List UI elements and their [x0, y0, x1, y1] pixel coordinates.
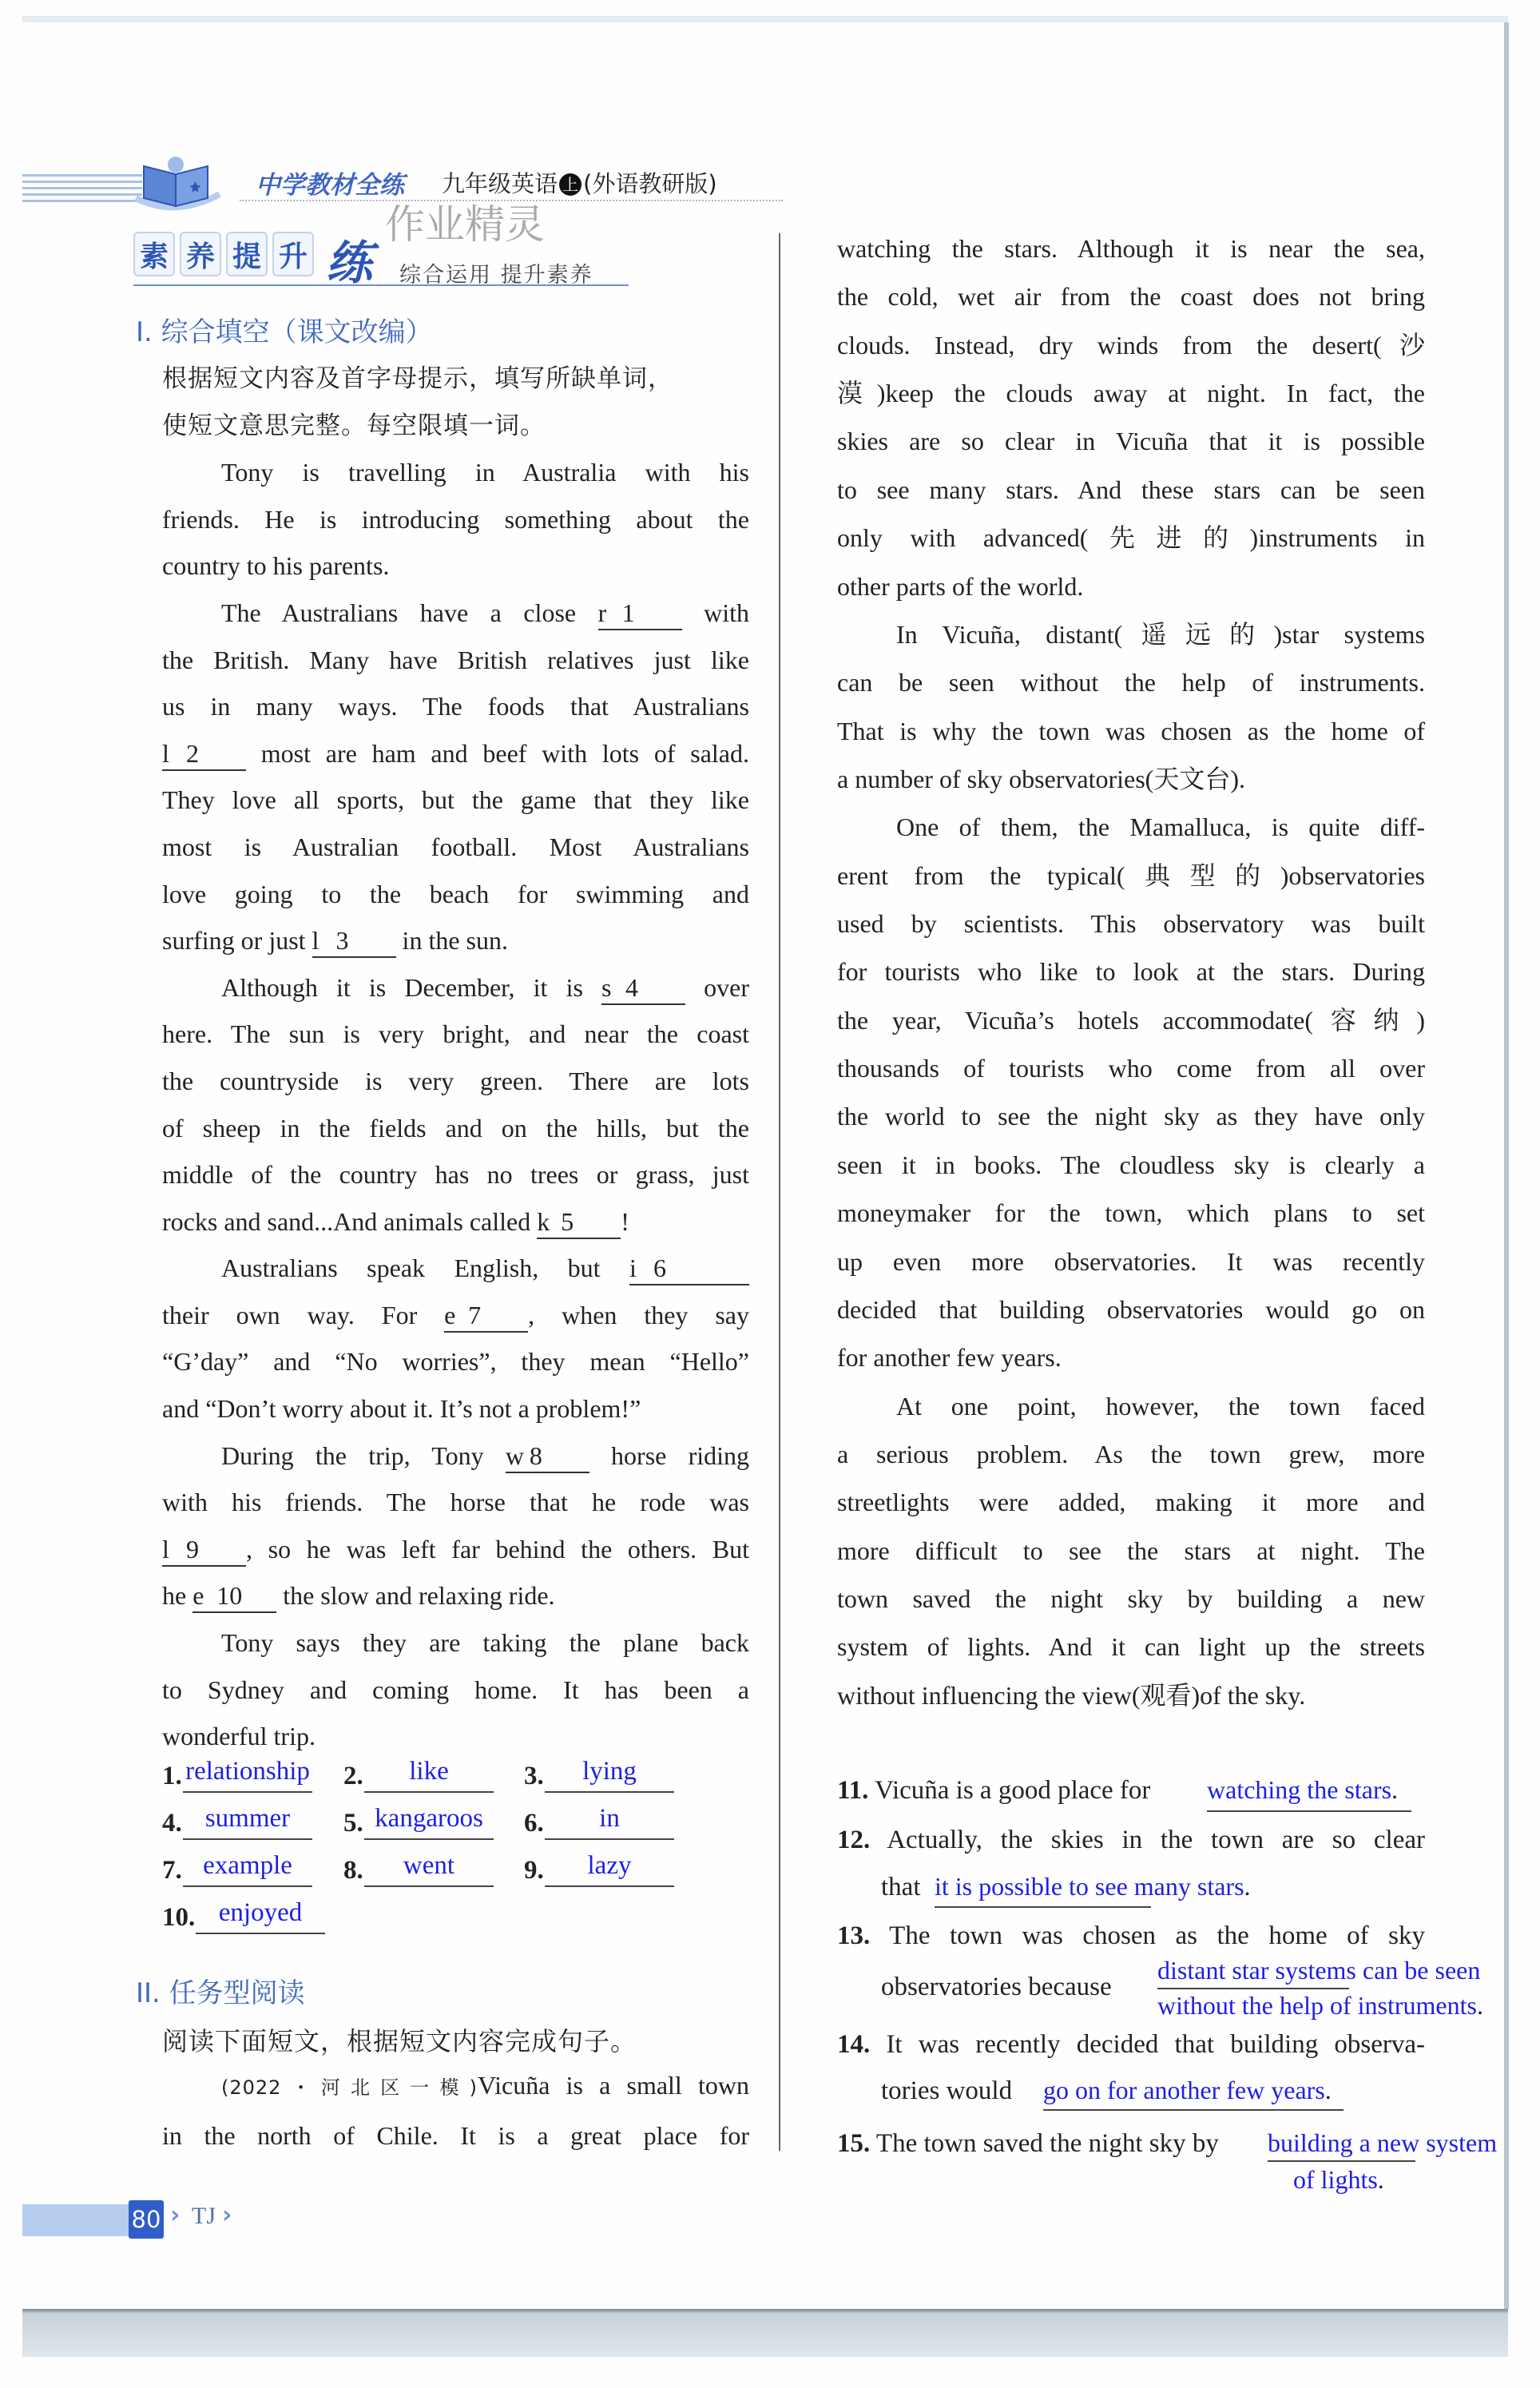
passage-line [162, 1526, 749, 1573]
passage-line [162, 1292, 749, 1339]
answer-text: go on for another few years [1043, 2076, 1325, 2104]
answer-number: 10. [162, 1903, 196, 1932]
answer-text: watching the stars [1207, 1775, 1392, 1804]
blank-initial-letter: l [162, 1534, 169, 1564]
passage-line [837, 369, 1425, 417]
passage-line [837, 1430, 1425, 1478]
text-segment: the world to see the night sky as they have only [837, 1102, 1425, 1131]
fill-in-blank [601, 971, 685, 1005]
passage-line [837, 1382, 1425, 1430]
blank-number: 9 [186, 1534, 199, 1564]
blank-number: 7 [468, 1300, 482, 1329]
passage-line [162, 1385, 749, 1432]
passage-line [162, 542, 749, 590]
text-segment: That is why the town was chosen as the home of [837, 716, 1425, 745]
passage-line [837, 755, 1425, 803]
text-segment: their own way. For [162, 1300, 445, 1329]
text-segment: a number of sky observatories(天文台). [837, 764, 1245, 793]
answer-text: relationship [183, 1757, 312, 1793]
answer-item [343, 1851, 455, 1885]
source-label: (2022・河北区一模) [221, 2076, 478, 2099]
blank-initial-letter: l [162, 738, 169, 768]
text-segment: During the trip, Tony [221, 1440, 506, 1470]
blank-number: 3 [335, 926, 349, 956]
text-segment: erent from the typical(典型的)observatories [837, 860, 1425, 890]
passage-line [162, 449, 749, 496]
text-segment: country to his parents. [162, 551, 390, 581]
text-segment: with [681, 598, 750, 627]
fill-in-blank [162, 737, 246, 771]
answer-number: 3. [524, 1762, 544, 1790]
question-number: 13. [837, 1921, 871, 1950]
text-segment: seen it in books. The cloudless sky is clearly a [837, 1150, 1425, 1179]
page-bottom-edge [22, 2309, 1508, 2357]
instruction-line: 使短文意思完整。每空限填一词。 [162, 411, 546, 440]
answer-item [343, 1757, 449, 1791]
answer-item [162, 1804, 291, 1838]
passage-line [162, 1667, 749, 1714]
chevron-right-icon: › [170, 2201, 181, 2229]
passage-line [162, 496, 749, 543]
text-segment: system of lights. And it can light up the streets [837, 1632, 1425, 1662]
chevron-right-icon: › [222, 2201, 232, 2229]
text-segment: with his friends. The horse that he rode was [162, 1488, 749, 1517]
passage-line [837, 1527, 1425, 1575]
page-number-strip [22, 2204, 130, 2236]
answer-text: lying [545, 1757, 674, 1793]
passage-line [837, 803, 1425, 851]
volume-badge: 上 [559, 173, 581, 196]
text-segment: can be seen without the help of instruments. [837, 668, 1425, 697]
instruction-line: 根据短文内容及首字母提示，填写所缺单词， [162, 364, 673, 393]
passage-line [837, 272, 1425, 320]
answer-number: 8. [343, 1856, 363, 1885]
passage-line [837, 514, 1425, 562]
part2-instruction: 阅读下面短文，根据短文内容完成句子。 [162, 2026, 637, 2056]
answer-blank [1157, 1988, 1349, 1989]
text-segment: most is Australian football. Most Australians [162, 832, 749, 861]
blank-initial-letter: s [601, 972, 612, 1002]
question-number: 15. [837, 2129, 871, 2158]
fill-in-blank [506, 1440, 589, 1473]
passage-line [162, 1151, 749, 1198]
blank-initial-letter: r [597, 598, 607, 627]
section-banner [133, 232, 314, 276]
text-segment: watching the stars. Although it is near the sea, [837, 234, 1425, 263]
text-segment: up even more observatories. It was recently [837, 1246, 1425, 1276]
page-number: 80 [129, 2200, 164, 2239]
text-segment: One of them, the Mamalluca, is quite diff- [896, 813, 1425, 842]
part2-heading: II. 任务型阅读 [136, 1977, 305, 2009]
text-segment: and “Don’t worry about it. It’s not a problem!” [162, 1394, 641, 1424]
answer-11 [1207, 1775, 1398, 1804]
text-segment: “G’day” and “No worries”, they mean “Hello” [162, 1347, 749, 1377]
question-11 [837, 1775, 1150, 1806]
text-segment: moneymaker for the town, which plans to set [837, 1198, 1425, 1228]
answer-item [524, 1804, 620, 1838]
question-text: It was recently decided that building observa- [886, 2030, 1425, 2059]
question-text: Vicuña is a good place for [875, 1776, 1151, 1805]
text-segment: horse riding [589, 1440, 750, 1470]
period: . [1391, 1775, 1399, 1804]
answer-number: 4. [162, 1809, 182, 1838]
blank-initial-letter: i [629, 1254, 637, 1283]
text-segment: only with advanced(先进的)instruments in [837, 523, 1425, 553]
blank-number: 5 [561, 1206, 574, 1236]
blank-initial-letter: e [444, 1300, 456, 1329]
passage-line [837, 1092, 1425, 1140]
answer-item [524, 1757, 637, 1791]
text-segment: ! [621, 1206, 629, 1236]
passage-line [162, 824, 749, 871]
passage-line: in the north of Chile. It is a great place for [162, 2121, 749, 2150]
answer-item [343, 1804, 483, 1838]
open-book-logo-icon [128, 150, 228, 214]
question-14 [837, 2029, 1425, 2060]
passage-line [162, 1619, 749, 1667]
blank-initial-letter: e [192, 1581, 204, 1611]
fill-in-blank [444, 1299, 528, 1333]
text-segment: streetlights were added, making it more and [837, 1488, 1425, 1517]
text-segment: wonderful trip. [162, 1722, 316, 1751]
text-segment: for another few years. [837, 1343, 1062, 1373]
text-segment: to Sydney and coming home. It has been a [162, 1675, 749, 1704]
answer-text: enjoyed [196, 1898, 325, 1934]
passage-line [837, 1333, 1425, 1381]
fill-in-blank [537, 1206, 621, 1239]
part1-heading: I. 综合填空（课文改编） [136, 316, 433, 348]
text-segment: most are ham and beef with lots of salad. [246, 738, 749, 768]
text-segment: friends. He is introducing something about the [162, 504, 749, 534]
passage-line [162, 1011, 749, 1058]
question-text: Actually, the skies in the town are so clear [887, 1826, 1425, 1854]
answer-text: summer [183, 1804, 312, 1840]
part1-passage [162, 356, 749, 1760]
text-segment: surfing or just [162, 926, 312, 956]
blank-number: 2 [186, 738, 199, 768]
passage-line [162, 1198, 749, 1246]
passage-line [162, 637, 749, 684]
passage-line [837, 1478, 1425, 1526]
blank-number: 6 [653, 1254, 666, 1283]
passage-line [162, 1479, 749, 1526]
blank-initial-letter: k [537, 1206, 550, 1236]
passage-line [162, 1338, 749, 1385]
fill-in-blank [162, 1533, 246, 1567]
answer-item [162, 1757, 310, 1791]
answer-item [162, 1898, 303, 1933]
passage-line [162, 683, 749, 730]
edition-label: (外语教研版) [583, 170, 717, 197]
answer-number: 6. [524, 1809, 544, 1838]
passage-line [162, 1245, 749, 1292]
book-title [442, 166, 717, 199]
text-segment: They love all sports, but the game that they like [162, 785, 749, 815]
text-segment: the countryside is very green. There are lots [162, 1066, 749, 1095]
passage-line [162, 871, 749, 918]
question-number: 11. [837, 1776, 869, 1805]
text-segment: he [162, 1581, 193, 1611]
column-divider [779, 233, 780, 2151]
question-text-cont: tories would [881, 2076, 1013, 2105]
passage-line [837, 1189, 1425, 1237]
passage-line [162, 777, 749, 824]
passage-line [162, 1713, 749, 1760]
text-segment: to see many stars. And these stars can be seen [837, 475, 1425, 504]
banner-subtitle: 综合运用 提升素养 [399, 263, 593, 288]
answer-blank [1207, 1810, 1411, 1812]
question-15 [837, 2128, 1219, 2159]
fill-in-blank [598, 597, 682, 630]
blank-initial-letter: w [505, 1440, 524, 1470]
answer-text: it is possible to see many stars [935, 1872, 1244, 1901]
answer-item [162, 1851, 292, 1885]
fill-in-blank [629, 1252, 749, 1285]
banner-char: 升 [272, 232, 314, 276]
text-segment: Tony is travelling in Australia with his [221, 458, 749, 487]
text-segment: Australians speak English, but [221, 1254, 629, 1283]
passage-line [837, 224, 1425, 272]
answer-text: lazy [545, 1851, 674, 1887]
answer-14 [1043, 2076, 1332, 2104]
text-segment: love going to the beach for swimming and [162, 879, 749, 908]
text-segment: more difficult to see the stars at night. The [837, 1536, 1425, 1565]
question-text-cont: observatories because [881, 1973, 1112, 2001]
passage-line [837, 948, 1425, 995]
text-segment: middle of the country has no trees or grass, just [162, 1160, 749, 1190]
passage-line [162, 1432, 749, 1480]
answer-15-line1 [1268, 2128, 1497, 2157]
passage-line [837, 417, 1425, 465]
text-segment: the British. Many have British relatives just like [162, 645, 749, 674]
watermark: 作业精灵 [385, 201, 545, 248]
banner-char: 养 [180, 232, 221, 276]
passage-line [162, 917, 749, 964]
answer-number: 7. [162, 1856, 182, 1885]
period: . [1377, 2165, 1384, 2194]
blank-initial-letter: l [312, 926, 320, 956]
question-text-cont: that [881, 1873, 921, 1901]
answer-text: building a new system [1268, 2128, 1498, 2157]
passage-line [837, 658, 1425, 706]
text-segment: Tony says they are taking the plane back [221, 1628, 749, 1658]
passage-line [837, 562, 1425, 610]
part2-passage [837, 224, 1425, 1719]
answer-13-line1 [1157, 1956, 1480, 1985]
question-text: The town saved the night sky by [875, 2129, 1219, 2158]
question-number: 14. [837, 2030, 871, 2059]
blank-number: 1 [621, 598, 635, 627]
header-stripes [22, 174, 142, 203]
text-segment: a serious problem. As the town grew, more [837, 1439, 1425, 1468]
period: . [1244, 1872, 1251, 1901]
text-segment: rocks and sand...And animals called [162, 1206, 538, 1236]
answer-15-line2 [1293, 2165, 1384, 2194]
answer-text: kangaroos [364, 1804, 494, 1840]
question-13 [837, 1921, 1425, 1951]
part2-first-line [162, 2071, 749, 2100]
text-segment: The Australians have a close [221, 598, 598, 627]
question-12 [837, 1825, 1425, 1855]
edition-code: TJ [192, 2203, 216, 2229]
answer-blank [1268, 2160, 1415, 2162]
answer-text: in [545, 1804, 674, 1840]
banner-underline [133, 284, 629, 286]
text-segment: other parts of the world. [837, 571, 1084, 601]
banner-big-char: 练 [326, 236, 373, 290]
answer-item [524, 1851, 632, 1885]
text-segment: used by scientists. This observatory was built [837, 909, 1425, 939]
book-title-text: 九年级英语 [442, 170, 558, 197]
passage-line [162, 1058, 749, 1105]
answer-12 [935, 1872, 1251, 1901]
banner-char: 素 [133, 232, 175, 276]
text-segment: for tourists who like to look at the stars. During [837, 957, 1425, 987]
series-title: 中学教材全练 [256, 171, 404, 200]
blank-number: 8 [529, 1440, 542, 1470]
text-segment: clouds. Instead, dry winds from the desert(沙 [837, 330, 1425, 360]
answer-number: 2. [343, 1762, 363, 1790]
passage-line [837, 1671, 1425, 1719]
text-segment: decided that building observatories would go on [837, 1294, 1425, 1324]
text-segment: the slow and relaxing ride. [276, 1581, 555, 1611]
text-segment: in the sun. [395, 926, 508, 956]
period: . [1324, 2076, 1332, 2104]
passage-line [837, 1623, 1425, 1671]
text-segment: In Vicuña, distant(遥远的)star systems [896, 619, 1425, 649]
passage-line [837, 996, 1425, 1044]
answer-text: distant star systems can be seen [1157, 1956, 1481, 1985]
passage-line [837, 1141, 1425, 1189]
text-segment: town saved the night sky by building a new [837, 1584, 1425, 1614]
answer-blank [935, 1906, 1151, 1908]
answer-13-line2 [1157, 1991, 1483, 2020]
text-segment: the year, Vicuña’s hotels accommodate(容纳) [837, 1005, 1425, 1035]
blank-number: 4 [625, 972, 639, 1002]
passage-line [837, 466, 1425, 514]
text-segment: , so he was left far behind the others. But [246, 1534, 749, 1564]
answer-number: 5. [343, 1809, 363, 1838]
answer-text: example [183, 1851, 312, 1887]
passage-line [162, 1572, 749, 1619]
text-segment: us in many ways. The foods that Australians [162, 692, 749, 721]
text-segment: , when they say [528, 1300, 750, 1329]
answer-number: 9. [524, 1856, 544, 1885]
passage-line [837, 707, 1425, 755]
passage-line [162, 730, 749, 777]
answer-number: 1. [162, 1762, 182, 1790]
passage-line: Vicuña is a small town [477, 2071, 749, 2100]
passage-line [162, 964, 749, 1011]
passage-line [162, 1105, 749, 1152]
answer-text: went [364, 1851, 494, 1887]
passage-line [837, 852, 1425, 900]
banner-char: 提 [226, 232, 268, 276]
period: . [1476, 1991, 1483, 2020]
text-segment: the cold, wet air from the coast does not bring [837, 282, 1425, 312]
fill-in-blank [192, 1579, 276, 1613]
passage-line [162, 590, 749, 637]
passage-line [837, 1238, 1425, 1285]
passage-line [837, 610, 1425, 658]
fill-in-blank [312, 924, 396, 958]
passage-line [837, 900, 1425, 948]
question-text: The town was chosen as the home of sky [889, 1921, 1425, 1950]
passage-line [837, 1044, 1425, 1092]
text-segment: thousands of tourists who come from all over [837, 1054, 1425, 1083]
passage-line [837, 1575, 1425, 1623]
text-segment: At one point, however, the town faced [896, 1391, 1425, 1420]
answer-text: like [364, 1757, 494, 1793]
text-segment: Although it is December, it is [221, 972, 602, 1002]
passage-line [837, 321, 1425, 369]
answer-text: without the help of instruments [1157, 1991, 1477, 2020]
question-number: 12. [837, 1826, 871, 1854]
answer-text: of lights [1293, 2165, 1378, 2194]
answer-blank [1043, 2109, 1344, 2111]
text-segment: over [685, 972, 750, 1002]
text-segment: here. The sun is very bright, and near the coast [162, 1019, 749, 1049]
text-segment: 漠)keep the clouds away at night. In fact, the [837, 379, 1425, 408]
text-segment: without influencing the view(观看)of the sky. [837, 1680, 1306, 1710]
passage-line [837, 1285, 1425, 1333]
blank-number: 10 [216, 1581, 243, 1611]
text-segment: of sheep in the fields and on the hills, but the [162, 1113, 749, 1142]
text-segment: skies are so clear in Vicuña that it is possible [837, 427, 1425, 456]
